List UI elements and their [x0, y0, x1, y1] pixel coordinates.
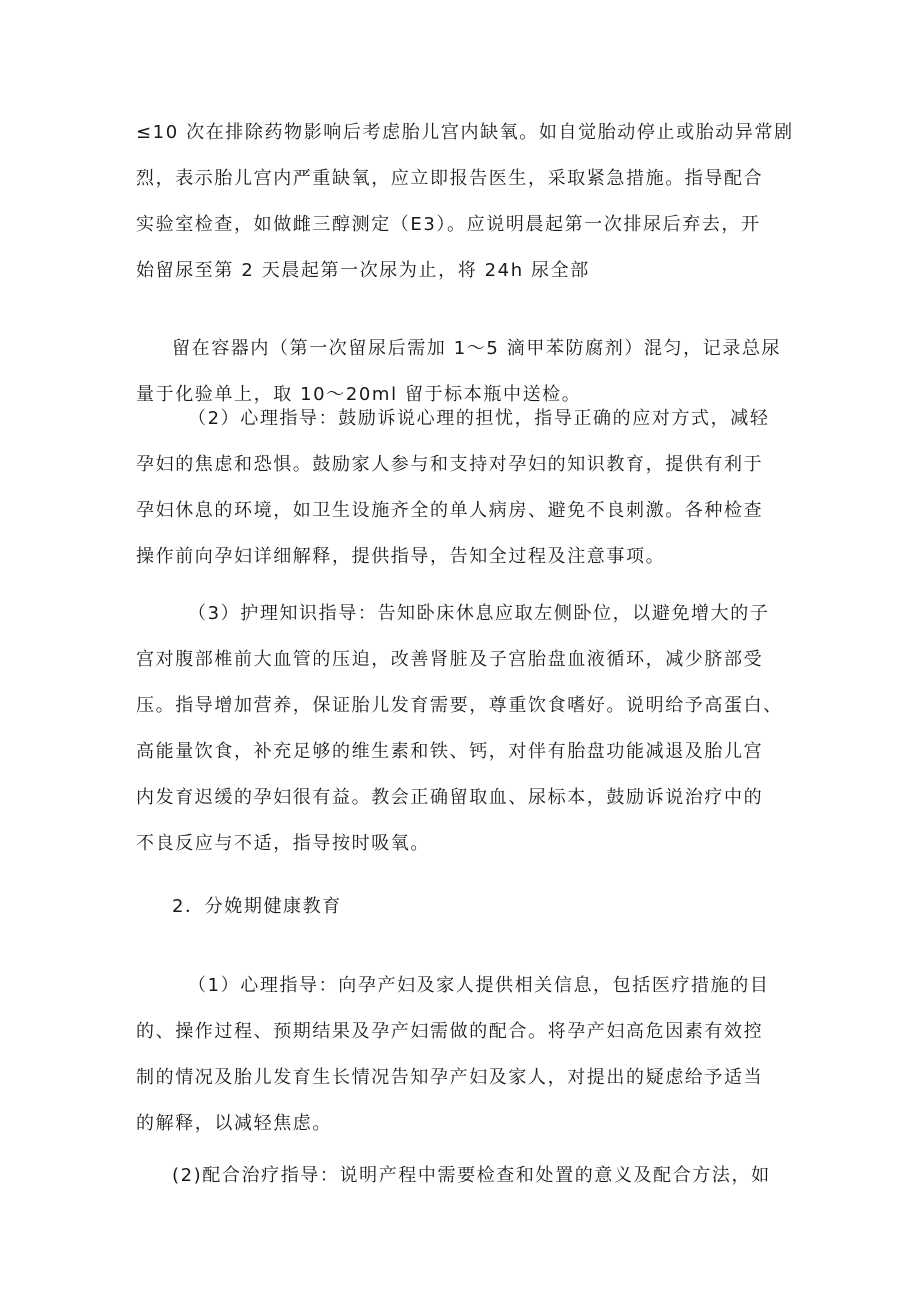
text-line: (2)配合治疗指导：说明产程中需要检查和处置的意义及配合方法，如 [172, 1165, 771, 1186]
text-line: （1）心理指导：向孕产妇及家人提供相关信息，包括医疗措施的目 [188, 975, 770, 996]
text-line: 烈，表示胎儿宫内严重缺氧，应立即报告医生，采取紧急措施。指导配合 [136, 168, 764, 189]
text-line: 宫对腹部椎前大血管的压迫，改善肾脏及子宫胎盘血液循环，减少脐部受 [136, 649, 764, 670]
text-line: 制的情况及胎儿发育生长情况告知孕产妇及家人，对提出的疑虑给予适当 [136, 1067, 764, 1088]
text-line: 实验室检查，如做雌三醇测定（E3）。应说明晨起第一次排尿后弃去，开 [136, 214, 761, 235]
text-line: 留在容器内（第一次留尿后需加 1～5 滴甲苯防腐剂）混匀，记录总尿 [172, 338, 782, 359]
text-line: 压。指导增加营养，保证胎儿发育需要，尊重饮食嗜好。说明给予高蛋白、 [136, 695, 783, 716]
text-line: （2）心理指导：鼓励诉说心理的担忧，指导正确的应对方式，减轻 [188, 408, 770, 429]
paragraph-delivery-psychological [136, 963, 788, 1147]
paragraph-nursing-guidance [136, 591, 788, 867]
paragraph-urine-collection [136, 110, 794, 294]
text-line: 操作前向孕妇详细解释，提供指导，告知全过程及注意事项。 [136, 546, 666, 567]
section-heading: 2．分娩期健康教育 [172, 896, 342, 917]
text-line: 孕妇的焦虑和恐惧。鼓励家人参与和支持对孕妇的知识教育，提供有利于 [136, 454, 764, 475]
text-line: 高能量饮食，补充足够的维生素和铁、钙，对伴有胎盘功能减退及胎儿宫 [136, 741, 764, 762]
text-line: 内发育迟缓的孕妇很有益。教会正确留取血、尿标本，鼓励诉说治疗中的 [136, 787, 764, 808]
text-line: 不良反应与不适，指导按时吸氧。 [136, 833, 430, 854]
text-line: 始留尿至第 2 天晨起第一次尿为止，将 24h 尿全部 [136, 260, 590, 281]
text-line: （3）护理知识指导：告知卧床休息应取左侧卧位，以避免增大的子 [188, 603, 770, 624]
text-line: 的、操作过程、预期结果及孕产妇需做的配合。将孕产妇高危因素有效控 [136, 1021, 764, 1042]
text-line: ≤10 次在排除药物影响后考虑胎儿宫内缺氧。如自觉胎动停止或胎动异常剧 [136, 122, 794, 143]
text-line: 量于化验单上，取 10～20ml 留于标本瓶中送检。 [136, 384, 582, 405]
section-heading-delivery-education [136, 884, 788, 930]
paragraph-psychological-guidance [136, 396, 788, 580]
text-line: 的解释，以减轻焦虑。 [136, 1113, 332, 1134]
text-line: 孕妇休息的环境，如卫生设施齐全的单人病房、避免不良刺激。各种检查 [136, 500, 764, 521]
paragraph-treatment-guidance [136, 1153, 788, 1199]
